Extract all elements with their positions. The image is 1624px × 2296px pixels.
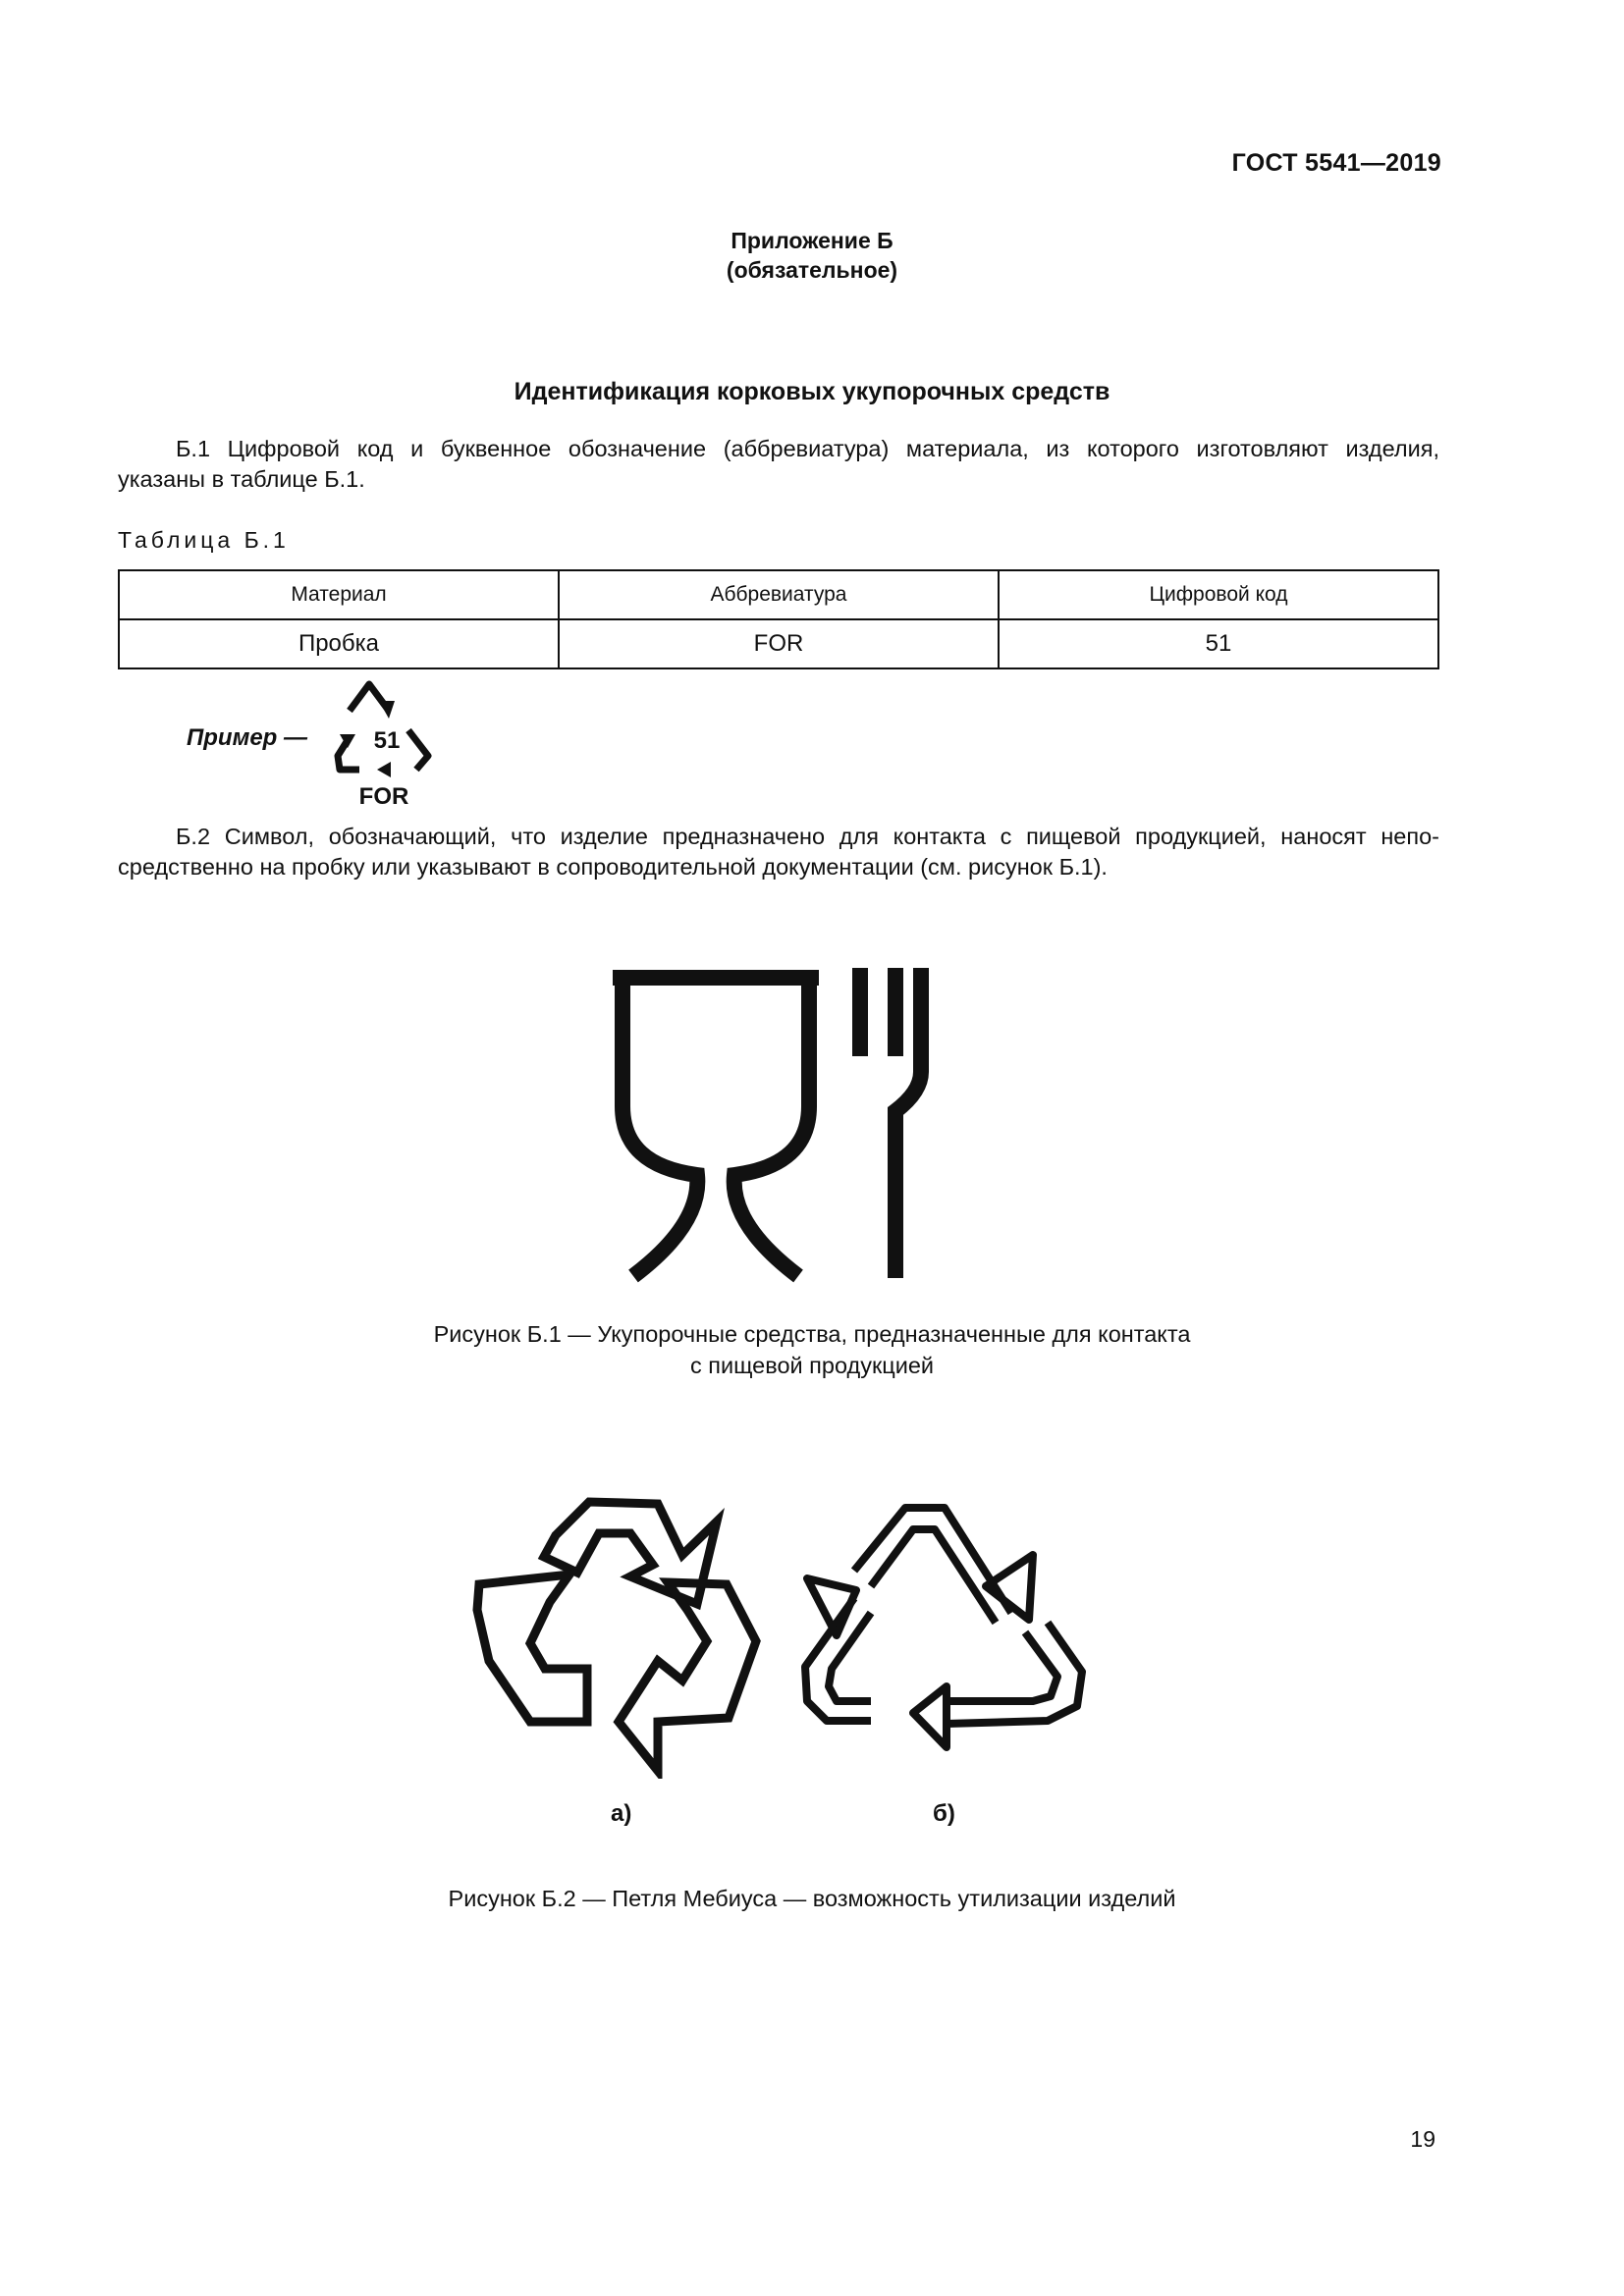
paragraph-line: Б.2 Символ, обозначающий, что изделие предназначено для контакта с пищевой продукцией, наносят непо- <box>176 824 1439 849</box>
table-caption: Таблица Б.1 <box>118 527 290 553</box>
table-row <box>119 619 1438 668</box>
example-label: Пример — <box>187 724 308 751</box>
paragraph-line: средственно на пробку или указывают в сопроводительной документации (см. рисунок Б.1). <box>118 854 1108 880</box>
caption-line: Рисунок Б.1 — Укупорочные средства, предназначенные для контакта <box>433 1321 1191 1347</box>
table-header-row <box>119 570 1438 619</box>
example-abbreviation: FOR <box>358 783 409 807</box>
figure2-label-a: а) <box>611 1800 632 1827</box>
mobius-loop-icon <box>461 1494 766 1779</box>
table-cell: Пробка <box>119 619 559 668</box>
document-code: ГОСТ 5541—2019 <box>1231 149 1441 177</box>
caption-line: с пищевой продукцией <box>689 1353 935 1378</box>
figure1-caption <box>0 1318 1624 1381</box>
figure2-caption: Рисунок Б.2 — Петля Мебиуса — возможность утилизации изделий <box>448 1886 1176 1911</box>
appendix-heading <box>0 226 1624 285</box>
materials-table <box>118 569 1439 669</box>
column-header-code: Цифровой код <box>999 570 1438 619</box>
paragraph-b1 <box>118 434 1439 495</box>
paragraph-b2 <box>118 822 1439 882</box>
section-title: Идентификация корковых укупорочных средств <box>514 378 1110 405</box>
figure2-label-b: б) <box>933 1800 955 1827</box>
recycling-triangle-icon <box>797 1500 1092 1780</box>
recycling-code-icon <box>330 679 438 807</box>
table-cell: 51 <box>999 619 1438 668</box>
appendix-title: Приложение Б <box>731 228 893 253</box>
column-header-material: Материал <box>119 570 559 619</box>
paragraph-line: указаны в таблице Б.1. <box>118 466 365 492</box>
glass-fork-icon <box>609 964 943 1290</box>
example-code: 51 <box>373 727 401 754</box>
column-header-abbreviation: Аббревиатура <box>559 570 999 619</box>
appendix-status: (обязательное) <box>726 257 898 283</box>
page-number: 19 <box>1410 2126 1435 2152</box>
paragraph-line: Б.1 Цифровой код и буквенное обозначение (аббревиатура) материала, из которого изготовляют изделия, <box>176 436 1439 461</box>
table-cell: FOR <box>559 619 999 668</box>
